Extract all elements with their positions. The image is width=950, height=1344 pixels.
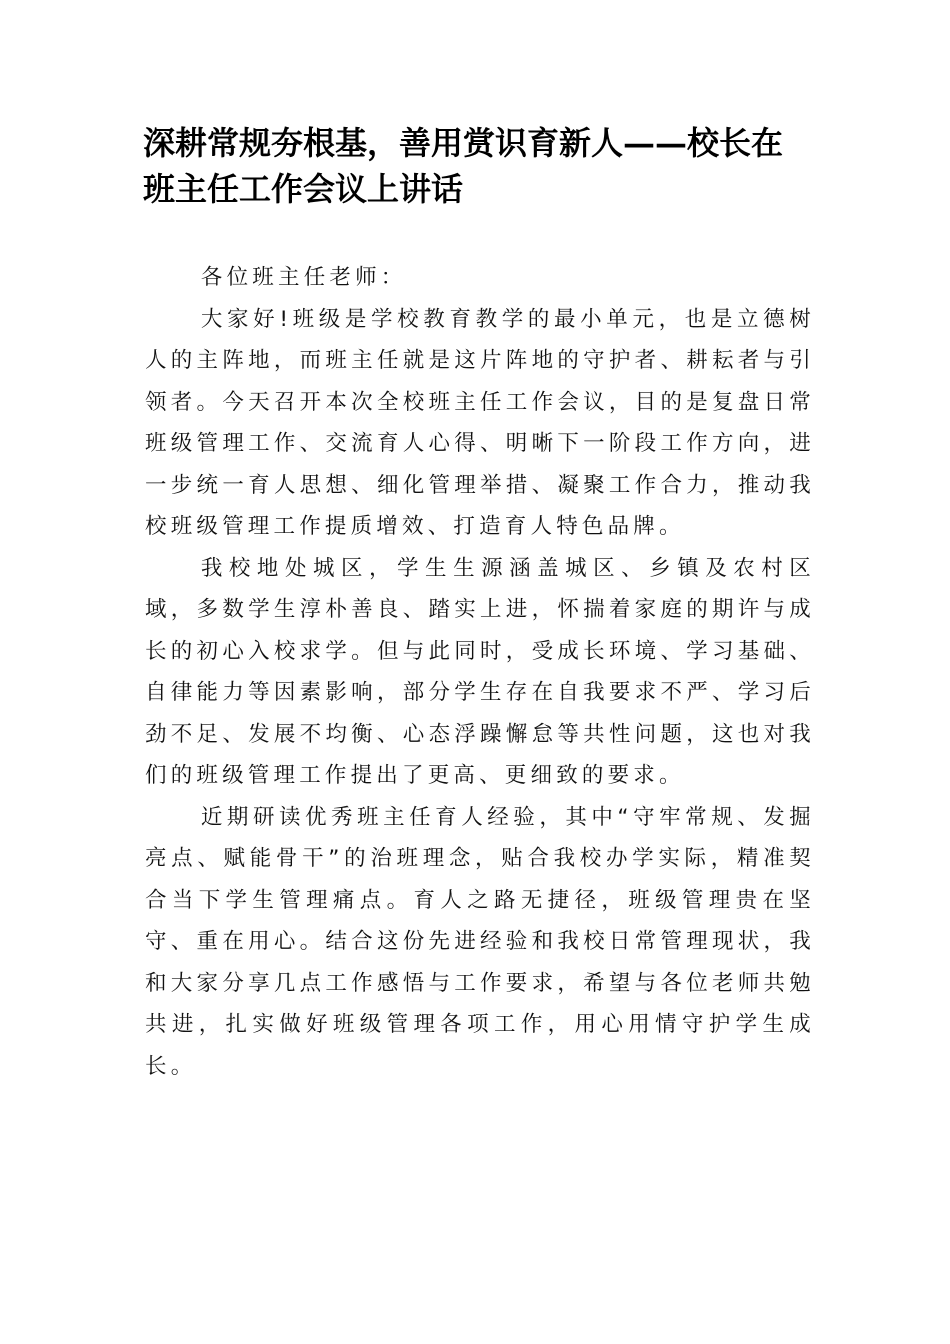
document-body	[145, 257, 815, 1087]
document-title: 深耕常规夯根基，善用赏识育新人——校长在班主任工作会议上讲话	[143, 124, 784, 208]
salutation-paragraph: 各位班主任老师：	[200, 265, 407, 290]
body-paragraph: 近期研读优秀班主任育人经验，其中“守牢常规、发掘亮点、赋能骨干”的治班理念，贴合我校办学实际，精准契合当下学生管理痛点。育人之路无捷径，班级管理贵在坚守、重在用心。结合这份先进经验和我校日常管理现状，我和大家分享几点工作感悟与工作要求，希望与各位老师共勉共进，扎实做好班级管理各项工作，用心用情守护学生成长。	[145, 804, 815, 1079]
body-paragraph: 大家好!班级是学校教育教学的最小单元，也是立德树人的主阵地，而班主任就是这片阵地的守护者、耕耘者与引领者。今天召开本次全校班主任工作会议，目的是复盘日常班级管理工作、交流育人心得、明晰下一阶段工作方向，进一步统一育人思想、细化管理举措、凝聚工作合力，推动我校班级管理工作提质增效、打造育人特色品牌。	[145, 306, 815, 539]
body-paragraph: 我校地处城区，学生生源涵盖城区、乡镇及农村区域，多数学生淳朴善良、踏实上进，怀揣着家庭的期许与成长的初心入校求学。但与此同时，受成长环境、学习基础、自律能力等因素影响，部分学生存在自我要求不严、学习后劲不足、发展不均衡、心态浮躁懈怠等共性问题，这也对我们的班级管理工作提出了更高、更细致的要求。	[145, 555, 815, 788]
